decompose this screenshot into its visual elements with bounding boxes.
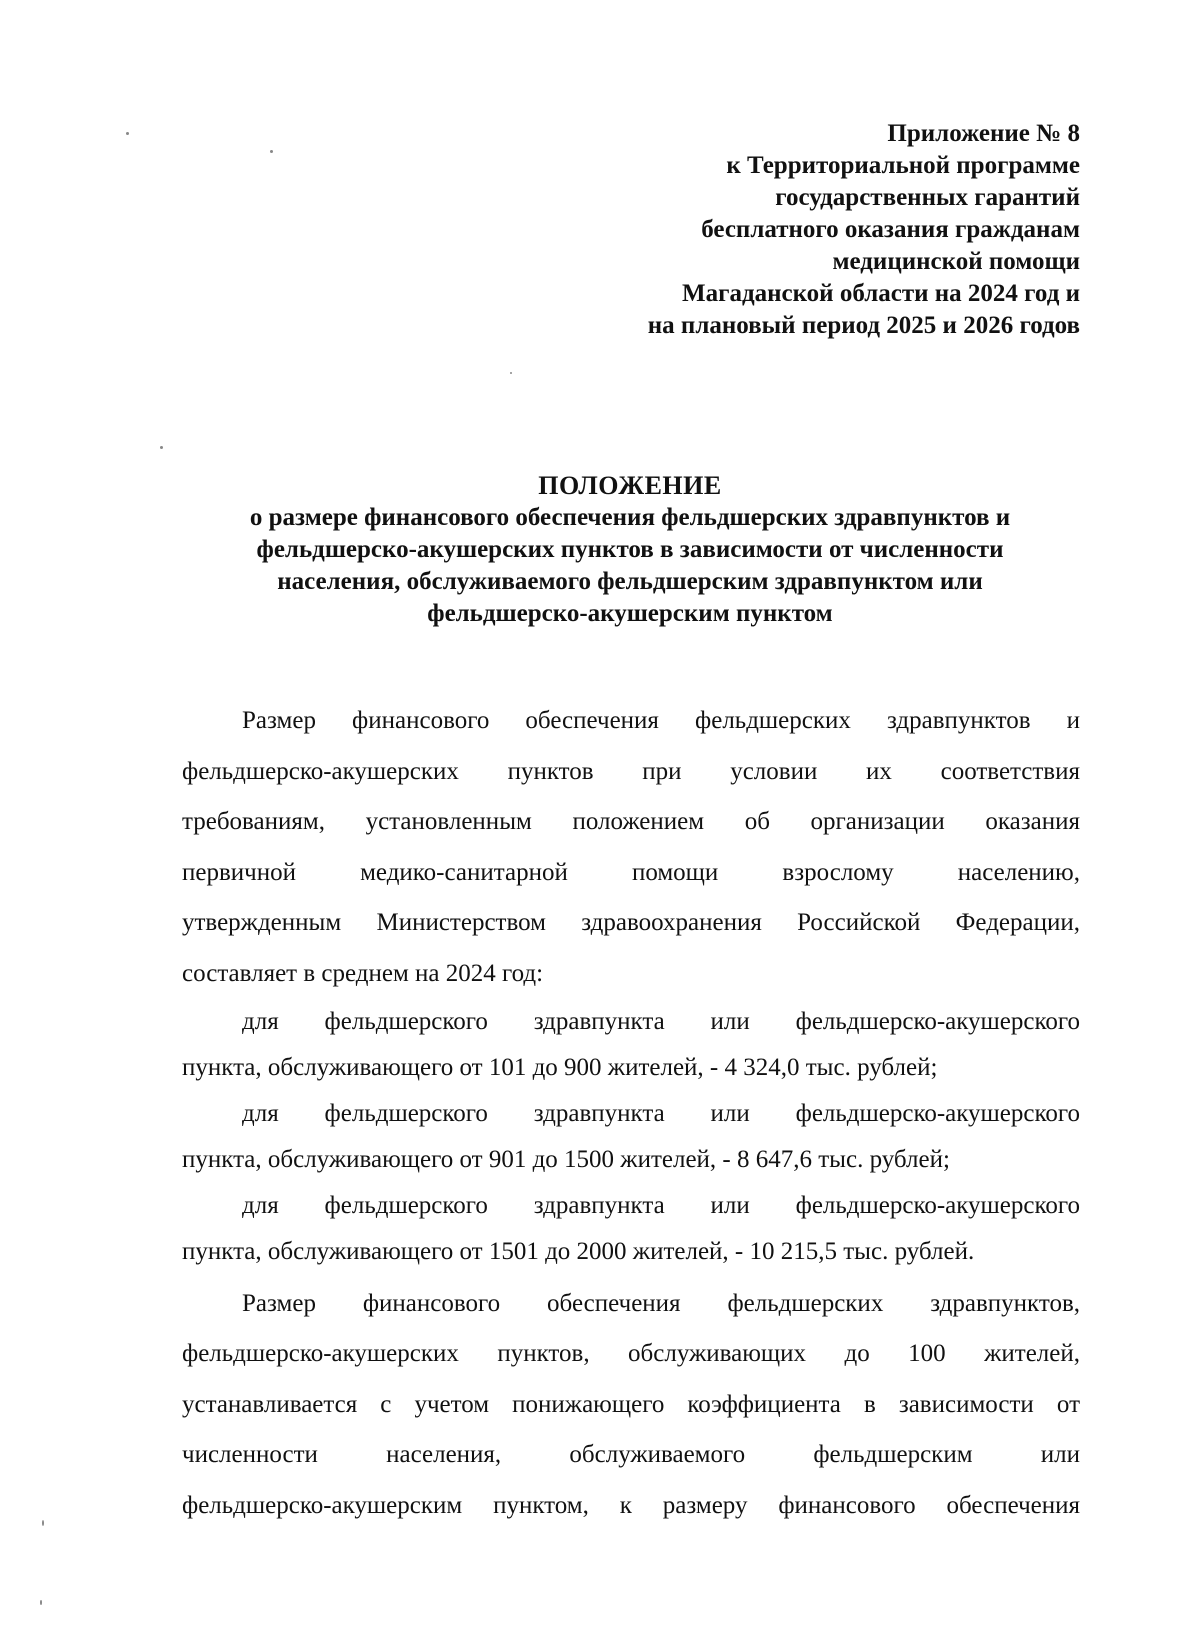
annex-line: Приложение № 8 (887, 120, 1080, 147)
document-body (182, 692, 1080, 1531)
funding-item-line: пункта, обслуживающего от 901 до 1500 жителей, - 8 647,6 тыс. рублей; (182, 1145, 950, 1173)
paragraph-line: фельдшерско-акушерских пунктов при условии их соответствия (182, 757, 1080, 785)
annex-line: Магаданской области на 2024 год и (682, 280, 1080, 307)
paragraph-line: составляет в среднем на 2024 год: (182, 959, 544, 987)
subtitle-line: о размере финансового обеспечения фельдшерских здравпунктов и (249, 504, 1011, 531)
scan-speck (126, 132, 129, 135)
subtitle-line: фельдшерско-акушерских пунктов в зависимости от численности (256, 536, 1004, 563)
document-heading (180, 470, 1080, 630)
scan-speck (270, 150, 273, 153)
annex-header (520, 118, 1080, 342)
subtitle-line: фельдшерско-акушерским пунктом (427, 600, 833, 627)
paragraph-line: устанавливается с учетом понижающего коэффициента в зависимости от (182, 1390, 1080, 1418)
paragraph-line: Размер финансового обеспечения фельдшерских здравпунктов, (242, 1289, 1080, 1317)
closing-paragraph (182, 1279, 1080, 1532)
annex-line: бесплатного оказания гражданам (701, 216, 1080, 243)
funding-item-line: для фельдшерского здравпункта или фельдшерско-акушерского (242, 1191, 1080, 1219)
scan-speck (42, 1520, 44, 1526)
funding-item-line: пункта, обслуживающего от 101 до 900 жителей, - 4 324,0 тыс. рублей; (182, 1053, 938, 1081)
annex-line: к Территориальной программе (726, 152, 1080, 179)
funding-item-line: пункта, обслуживающего от 1501 до 2000 жителей, - 10 215,5 тыс. рублей. (182, 1237, 975, 1265)
funding-item-line: для фельдшерского здравпункта или фельдшерско-акушерского (242, 1099, 1080, 1127)
annex-line: государственных гарантий (775, 184, 1080, 211)
funding-item (182, 1183, 1080, 1275)
annex-line: медицинской помощи (832, 248, 1080, 275)
paragraph-line: Размер финансового обеспечения фельдшерских здравпунктов и (242, 707, 1080, 734)
funding-item (182, 1091, 1080, 1183)
paragraph-line: первичной медико-санитарной помощи взрослому населению, (182, 858, 1080, 886)
document-title: ПОЛОЖЕНИЕ (538, 471, 722, 500)
document-subtitle (180, 502, 1080, 630)
scan-speck (510, 372, 512, 374)
funding-item-line: для фельдшерского здравпункта или фельдшерско-акушерского (242, 1007, 1080, 1035)
funding-item (182, 999, 1080, 1091)
paragraph-line: численности населения, обслуживаемого фельдшерским или (182, 1441, 1080, 1468)
paragraph-line: фельдшерско-акушерским пунктом, к размеру финансового обеспечения (182, 1491, 1080, 1519)
paragraph-line: требованиям, установленным положением об организации оказания (182, 808, 1080, 835)
paragraph-line: утвержденным Министерством здравоохранения Российской Федерации, (182, 909, 1080, 936)
paragraph-line: фельдшерско-акушерских пунктов, обслуживающих до 100 жителей, (182, 1340, 1080, 1367)
subtitle-line: населения, обслуживаемого фельдшерским здравпунктом или (277, 568, 983, 595)
annex-line: на плановый период 2025 и 2026 годов (647, 312, 1080, 339)
scan-speck (40, 1600, 42, 1605)
intro-paragraph (182, 696, 1080, 999)
scan-speck (160, 446, 163, 449)
